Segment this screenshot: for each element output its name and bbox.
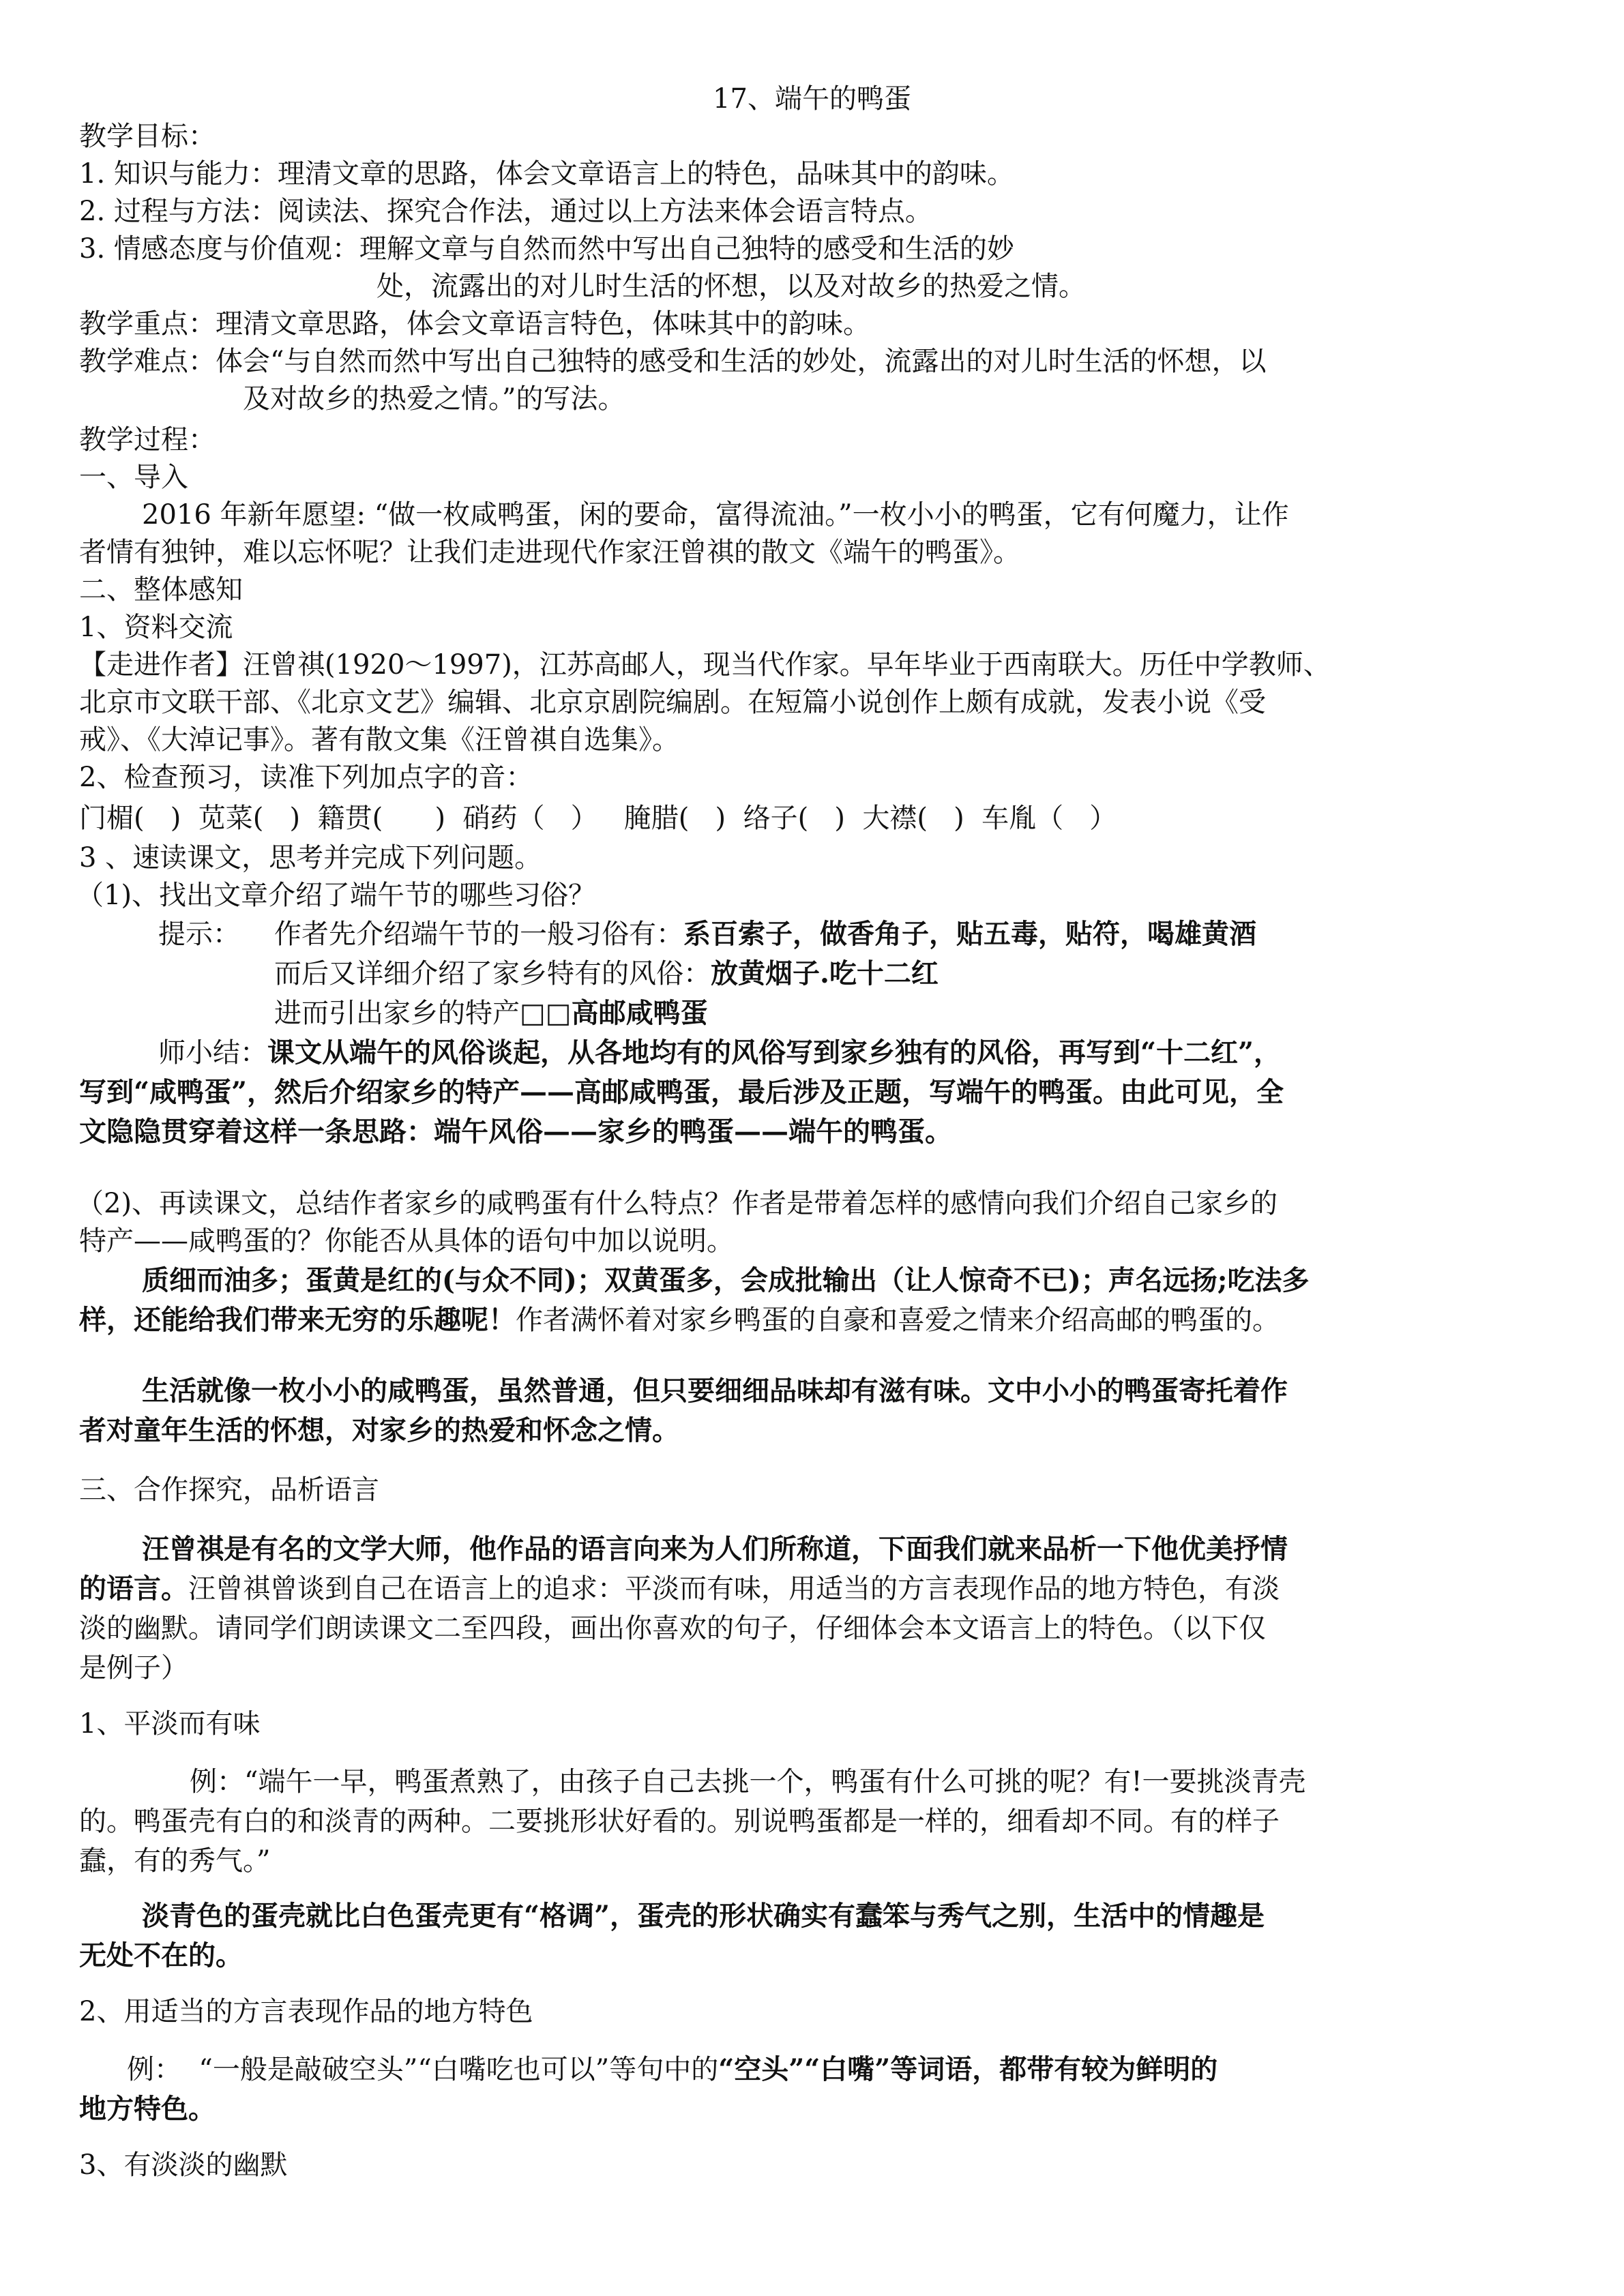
pinyin-exercise: 门楣( ) 苋菜( ) 籍贯( ) 硝药（ ） 腌腊( ) 络子( ) 大襟( ) 车胤（ ） bbox=[79, 803, 1117, 834]
answer-line: 质细而油多；蛋黄是红的(与众不同)；双黄蛋多，会成批输出（让人惊奇不已)；声名远扬;吃法多 bbox=[142, 1264, 1310, 1296]
subsection-heading: 2、检查预习，读准下列加点字的音： bbox=[79, 762, 533, 793]
intro-line: 者情有独钟，难以忘怀呢？让我们走进现代作家汪曾祺的散文《端午的鸭蛋》。 bbox=[79, 537, 1020, 568]
example-line: 的。鸭蛋壳有白的和淡青的两种。二要挑形状好看的。别说鸭蛋都是一样的，细看却不同。有的样子 bbox=[79, 1806, 1280, 1837]
example-line: 地方特色。 bbox=[79, 2093, 216, 2125]
question: 特产——咸鸭蛋的？你能否从具体的语句中加以说明。 bbox=[79, 1225, 734, 1257]
question: （2)、再读课文，总结作者家乡的咸鸭蛋有什么特点？作者是带着怎样的感情向我们介绍自己家乡的 bbox=[76, 1188, 1278, 1219]
subsection-heading: 1、资料交流 bbox=[79, 612, 233, 643]
answer-line: 样，还能给我们带来无穷的乐趣呢！作者满怀着对家乡鸭蛋的自豪和喜爱之情来介绍高邮的鸭蛋的。 bbox=[79, 1304, 1280, 1336]
goal-item: 2. 过程与方法：阅读法、探究合作法，通过以上方法来体会语言特点。 bbox=[79, 196, 932, 227]
hint-line: 而后又详细介绍了家乡特有的风俗：放黄烟子.吃十二红 bbox=[274, 957, 939, 989]
subsection-heading: 3 、速读课文，思考并完成下列问题。 bbox=[79, 842, 542, 874]
reflection-line: 者对童年生活的怀想，对家乡的热爱和怀念之情。 bbox=[79, 1414, 679, 1446]
goal-item: 1. 知识与能力：理清文章的思路，体会文章语言上的特色，品味其中的韵味。 bbox=[79, 158, 1014, 190]
subsection-heading: 2、用适当的方言表现作品的地方特色 bbox=[79, 1996, 533, 2027]
hint-label: 提示： bbox=[158, 919, 240, 950]
subsection-heading: 1、平淡而有味 bbox=[79, 1708, 261, 1740]
author-line: 【走进作者】汪曾祺(1920～1997)，江苏高邮人，现当代作家。早年毕业于西南联大。历任中学教师、 bbox=[79, 649, 1331, 681]
hint-line: 作者先介绍端午节的一般习俗有：系百索子，做香角子，贴五毒，贴符，喝雄黄酒 bbox=[274, 918, 1256, 950]
page-title: 17、端午的鸭蛋 bbox=[713, 83, 911, 115]
hint-line: 进而引出家乡的特产□□高邮咸鸭蛋 bbox=[274, 997, 708, 1029]
section-heading: 一、导入 bbox=[79, 462, 188, 493]
section-heading: 二、整体感知 bbox=[79, 574, 243, 606]
summary-line: 师小结：课文从端午的风俗谈起，从各地均有的风俗写到家乡独有的风俗，再写到“十二红”， bbox=[158, 1037, 1282, 1069]
intro-line: 2016 年新年愿望: “做一枚咸鸭蛋，闲的要命，富得流油。”一枚小小的鸭蛋，它有何魔力，让作 bbox=[142, 499, 1289, 531]
section-heading: 三、合作探究，品析语言 bbox=[79, 1474, 379, 1506]
example-line: 蠢，有的秀气。” bbox=[79, 1845, 271, 1877]
explore-intro-line: 汪曾祺是有名的文学大师，他作品的语言向来为人们所称道，下面我们就来品析一下他优美抒情 bbox=[142, 1533, 1288, 1565]
reflection-line: 生活就像一枚小小的咸鸭蛋，虽然普通，但只要细细品味却有滋有味。文中小小的鸭蛋寄托着作 bbox=[142, 1375, 1288, 1407]
explore-intro-line: 淡的幽默。请同学们朗读课文二至四段，画出你喜欢的句子，仔细体会本文语言上的特色。（以下仅 bbox=[79, 1613, 1266, 1644]
difficulty-line: 教学难点：体会“与自然而然中写出自己独特的感受和生活的妙处，流露出的对儿时生活的怀想，以 bbox=[79, 346, 1267, 377]
explore-intro-line: 的语言。汪曾祺曾谈到自己在语言上的追求：平淡而有味，用适当的方言表现作品的地方特色，有淡 bbox=[79, 1572, 1280, 1605]
process-heading: 教学过程： bbox=[79, 424, 216, 456]
author-line: 戒》、《大淖记事》。著有散文集《汪曾祺自选集》。 bbox=[79, 724, 679, 756]
explore-intro-line: 是例子） bbox=[79, 1652, 188, 1684]
comment-line: 淡青色的蛋壳就比白色蛋壳更有“格调”，蛋壳的形状确实有蠢笨与秀气之别，生活中的情趣是 bbox=[142, 1900, 1265, 1932]
goal-item: 3. 情感态度与价值观：理解文章与自然而然中写出自己独特的感受和生活的妙 bbox=[79, 233, 1014, 265]
goals-heading: 教学目标： bbox=[79, 121, 216, 152]
summary-line: 写到“咸鸭蛋”，然后介绍家乡的特产——高邮咸鸭蛋，最后涉及正题，写端午的鸭蛋。由此可见，全 bbox=[79, 1076, 1284, 1108]
subsection-heading: 3、有淡淡的幽默 bbox=[79, 2149, 288, 2181]
author-line: 北京市文联干部、《北京文艺》编辑、北京京剧院编剧。在短篇小说创作上颇有成就，发表小说《受 bbox=[79, 687, 1266, 718]
question: （1)、找出文章介绍了端午节的哪些习俗？ bbox=[76, 880, 596, 911]
key-point: 教学重点：理清文章思路，体会文章语言特色，体味其中的韵味。 bbox=[79, 308, 870, 340]
summary-line: 文隐隐贯穿着这样一条思路：端午风俗——家乡的鸭蛋——端午的鸭蛋。 bbox=[79, 1116, 952, 1148]
example-line: 例：“端午一早，鸭蛋煮熟了，由孩子自己去挑一个，鸭蛋有什么可挑的呢？有!一要挑淡青壳 bbox=[190, 1766, 1306, 1798]
goal-item-continued: 处，流露出的对儿时生活的怀想，以及对故乡的热爱之情。 bbox=[377, 271, 1086, 302]
comment-line: 无处不在的。 bbox=[79, 1939, 243, 1971]
example-line: 例： “一般是敲破空头”“白嘴吃也可以”等句中的“空头”“白嘴”等词语，都带有较为鲜明的 bbox=[127, 2053, 1218, 2085]
difficulty-line: 及对故乡的热爱之情。”的写法。 bbox=[243, 383, 625, 415]
